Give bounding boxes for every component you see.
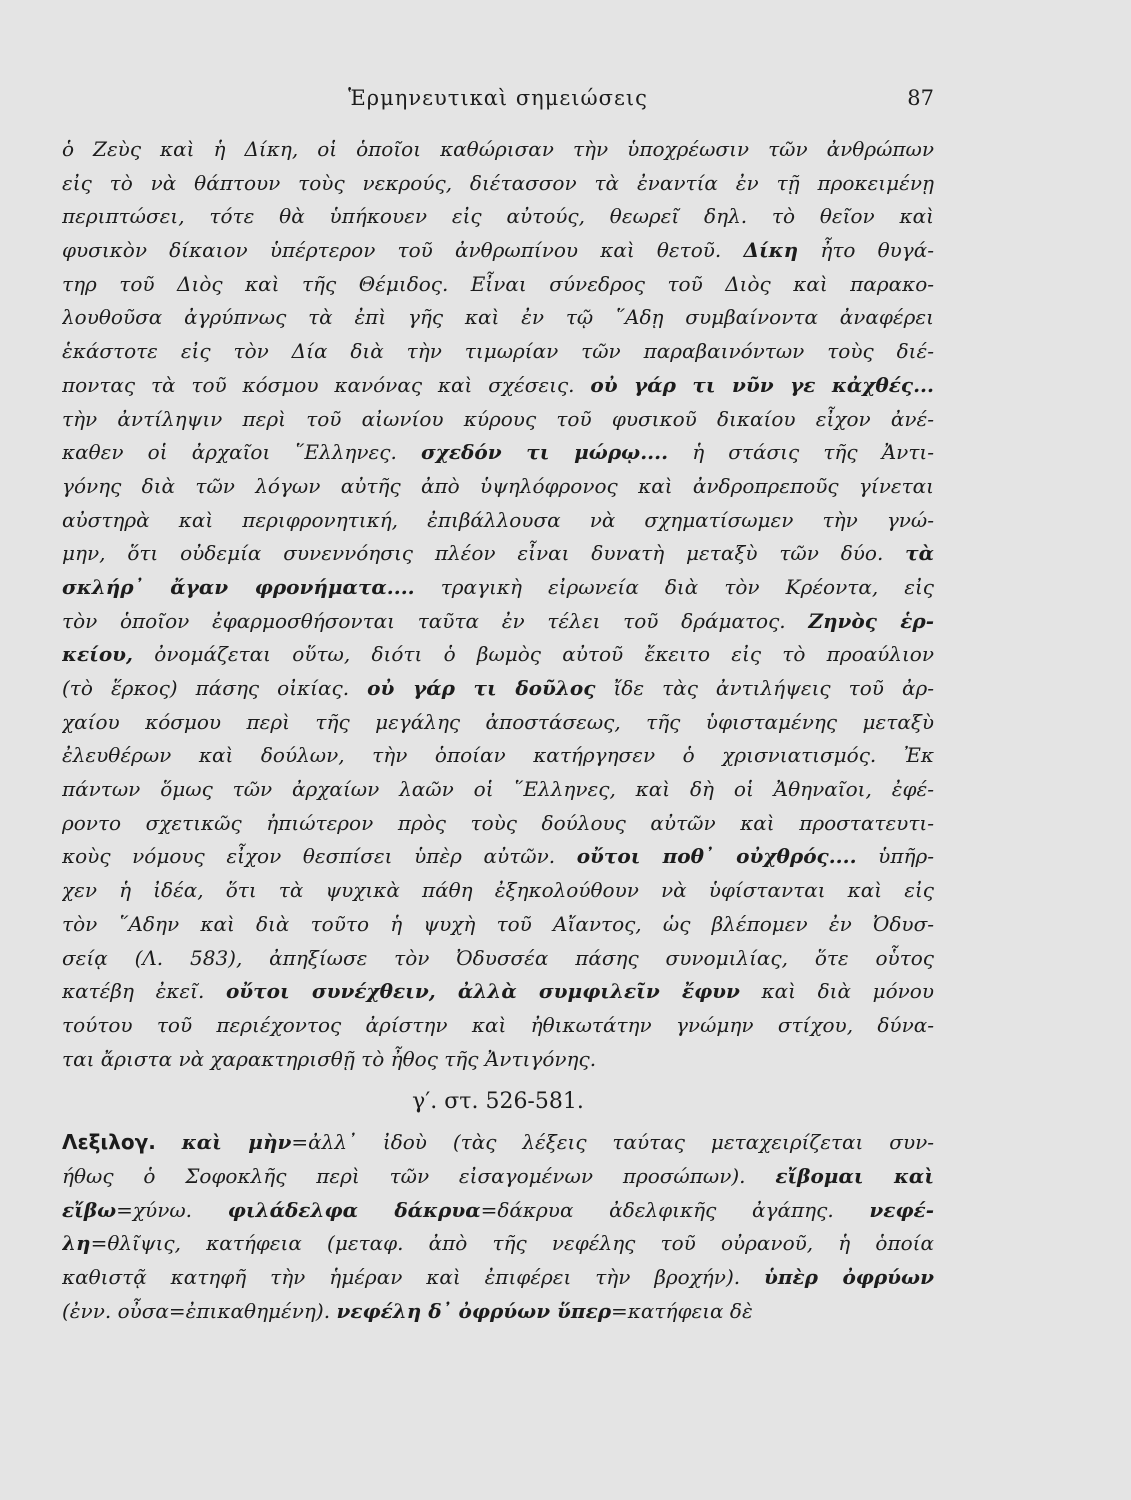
bold-term: οὐ γάρ τι νῦν γε κἀχθές... (590, 372, 934, 397)
bold-term: Λεξιλογ. (62, 1130, 156, 1155)
text-segment: κατέβη ἐκεῖ. (62, 979, 226, 1004)
text-line (62, 436, 934, 470)
text-segment: φυσικὸν δίκαιον ὑπέρτερον τοῦ ἀνθρωπίνου καὶ θετοῦ. (62, 238, 744, 263)
text-line (62, 908, 934, 942)
bold-term: σχεδόν τι μώρῳ.... (420, 440, 669, 465)
bold-term: ὑπὲρ ὀφρύων (763, 1265, 934, 1289)
commentary-paragraph (62, 133, 934, 1076)
text-segment: ὀνομάζεται οὕτω, διότι ὁ βωμὸς αὐτοῦ ἔκειτο εἰς τὸ προαύλιον (133, 642, 934, 667)
bold-term: Ζηνὸς ἑρ- (808, 608, 934, 633)
bold-term: οὔτοι συνέχθειν, ἀλλὰ συμφιλεῖν ἔφυν (225, 979, 740, 1004)
text-line (62, 739, 934, 773)
bold-term: σκλήρ᾽ ἄγαν φρονήματα.... (62, 574, 415, 599)
text-line (62, 1160, 934, 1194)
text-segment: ὁ Ζεὺς καὶ ἡ Δίκη, οἱ ὁποῖοι καθώρισαν τὴν ὑποχρέωσιν τῶν ἀνθρώπων (62, 137, 934, 161)
running-title: Ἑρμηνευτικαὶ σημειώσεις (348, 86, 648, 110)
text-line (62, 975, 934, 1009)
bold-term: οὐ γάρ τι δοῦλος (367, 676, 596, 700)
text-segment (156, 1130, 182, 1154)
text-line (62, 1295, 934, 1329)
text-segment: ἐλευθέρων καὶ δούλων, τὴν ὁποίαν κατήργησεν ὁ χρισνιατισμός. Ἐκ (62, 743, 934, 768)
text-segment: ἑκάστοτε εἰς τὸν Δία διὰ τὴν τιμωρίαν τῶν παραβαινόντων τοὺς διέ- (62, 339, 934, 364)
text-segment: εἰς τὸ νὰ θάπτουν τοὺς νεκρούς, διέτασσον τὰ ἐναντία ἐν τῇ προκειμένῃ (62, 170, 934, 195)
text-segment: πάντων ὅμως τῶν ἀρχαίων λαῶν οἱ ῞Ελληνες, καὶ δὴ οἱ Ἀθηναῖοι, ἐφέ- (62, 777, 934, 802)
bold-term: οὔτοι ποθ᾽ οὐχθρός.... (576, 844, 857, 869)
text-line (62, 571, 934, 605)
text-line (62, 369, 934, 403)
text-line (62, 335, 934, 369)
text-segment: =κατήφεια δὲ (611, 1298, 753, 1323)
text-line (62, 672, 934, 706)
text-segment: τηρ τοῦ Διὸς καὶ τῆς Θέμιδος. Εἶναι σύνεδρος τοῦ Διὸς καὶ παρακο- (62, 271, 934, 296)
text-segment: ποντας τὰ τοῦ κόσμου κανόνας καὶ σχέσεις. (62, 372, 591, 397)
bold-term: καὶ μὴν (181, 1130, 292, 1155)
text-line (62, 605, 934, 639)
text-segment: =ἀλλ᾽ ἰδοὺ (τὰς λέξεις ταύτας μεταχειρίζεται συν- (291, 1130, 934, 1155)
text-line (62, 200, 934, 234)
bold-term: φιλάδελφα δάκρυα (227, 1197, 481, 1222)
bold-term: εἴβω (62, 1197, 117, 1222)
text-line (62, 301, 934, 335)
text-line (62, 638, 934, 672)
text-line (62, 874, 934, 908)
text-line (62, 234, 934, 268)
page-body (62, 133, 934, 1328)
text-segment: τὴν ἀντίληψιν περὶ τοῦ αἰωνίου κύρους τοῦ φυσικοῦ δικαίου εἶχον ἀνέ- (62, 406, 934, 431)
bold-term: νεφέ- (869, 1197, 934, 1222)
bold-term: εἴβομαι καὶ (775, 1163, 934, 1188)
text-segment: =χύνω. (116, 1197, 228, 1222)
text-segment: τραγικὴ εἰρωνεία διὰ τὸν Κρέοντα, εἰς (414, 574, 934, 599)
bold-term: νεφέλη δ᾽ ὀφρύων ὕπερ (336, 1298, 612, 1323)
text-segment: χεν ἡ ἰδέα, ὅτι τὰ ψυχικὰ πάθη ἐξηκολούθουν νὰ ὑφίστανται καὶ εἰς (62, 878, 934, 903)
page-number: 87 (907, 86, 934, 110)
text-segment: καθεν οἱ ἀρχαῖοι ῞Ελληνες. (62, 440, 421, 465)
text-segment: τούτου τοῦ περιέχοντος ἀρίστην καὶ ἠθικωτάτην γνώμην στίχου, δύνα- (62, 1012, 934, 1037)
text-line (62, 133, 934, 167)
text-segment: ται ἄριστα νὰ χαρακτηρισθῇ τὸ ἦθος τῆς Ἀντιγόνης. (62, 1046, 597, 1071)
text-line (62, 1261, 934, 1295)
text-segment: ἦτο θυγά- (798, 238, 934, 263)
text-segment: κοὺς νόμους εἶχον θεσπίσει ὑπὲρ αὐτῶν. (62, 844, 577, 869)
text-line (62, 942, 934, 976)
text-line (62, 470, 934, 504)
text-line (62, 537, 934, 571)
text-line (62, 1126, 934, 1160)
section-heading: γ′. στ. 526-581. (412, 1089, 584, 1115)
text-line (62, 1009, 934, 1043)
text-segment: ἡ στάσις τῆς Ἀντι- (668, 440, 934, 465)
text-segment: καθιστᾷ κατηφῆ τὴν ἡμέραν καὶ ἐπιφέρει τὴν βροχήν). (62, 1265, 764, 1289)
bold-term: τὰ (905, 541, 934, 566)
text-segment: ὑπῆρ- (856, 844, 934, 869)
text-segment: =θλῖψις, κατήφεια (μεταφ. ἀπὸ τῆς νεφέλης τοῦ οὐρανοῦ, ἡ ὁποία (90, 1231, 934, 1256)
text-segment: ήθως ὁ Σοφοκλῆς περὶ τῶν εἰσαγομένων προσώπων). (62, 1163, 776, 1188)
text-line (62, 773, 934, 807)
text-segment: μην, ὅτι οὐδεμία συνεννόησις πλέον εἶναι δυνατὴ μεταξὺ τῶν δύο. (62, 541, 906, 566)
text-segment: (ἐνν. οὖσα=ἐπικαθημένη). (62, 1298, 337, 1323)
text-segment: γόνης διὰ τῶν λόγων αὐτῆς ἀπὸ ὑψηλόφρονος καὶ ἀνδροπρεποῦς γίνεται (62, 473, 934, 498)
text-line (62, 1043, 934, 1077)
text-segment: τὸν ῞Αδην καὶ διὰ τοῦτο ἡ ψυχὴ τοῦ Αἴαντος, ὡς βλέπομεν ἐν Ὀδυσ- (62, 911, 934, 936)
text-segment: (τὸ ἕρκος) πάσης οἰκίας. (62, 676, 368, 700)
text-line (62, 1227, 934, 1261)
bold-term: λη (62, 1231, 91, 1256)
text-segment: τὸν ὁποῖον ἐφαρμοσθήσονται ταῦτα ἐν τέλει τοῦ δράματος. (62, 608, 809, 633)
page-header (62, 86, 934, 120)
text-line (62, 1194, 934, 1228)
text-line (62, 706, 934, 740)
text-line (62, 268, 934, 302)
text-line (62, 403, 934, 437)
text-line (62, 807, 934, 841)
text-segment: καὶ διὰ μόνου (739, 979, 934, 1004)
text-line (62, 840, 934, 874)
text-segment: περιπτώσει, τότε θὰ ὑπήκουεν εἰς αὐτούς, θεωρεῖ δηλ. τὸ θεῖον καὶ (62, 204, 934, 229)
text-segment: =δάκρυα ἀδελφικῆς ἀγάπης. (480, 1197, 870, 1222)
text-segment: ἴδε τὰς ἀντιλήψεις τοῦ ἀρ- (595, 676, 934, 700)
text-segment: λουθοῦσα ἀγρύπνως τὰ ἐπὶ γῆς καὶ ἐν τῷ ῞Αδῃ συμβαίνοντα ἀναφέρει (62, 305, 934, 330)
text-line (62, 504, 934, 538)
text-segment: αὐστηρὰ καὶ περιφρονητική, ἐπιβάλλουσα νὰ σχηματίσωμεν τὴν γνώ- (62, 507, 934, 532)
bold-term: κείου, (62, 642, 134, 667)
text-segment: ροντο σχετικῶς ἠπιώτερον πρὸς τοὺς δούλους αὐτῶν καὶ προστατευτι- (62, 810, 934, 835)
bold-term: Δίκη (743, 238, 799, 263)
text-segment: χαίου κόσμου περὶ τῆς μεγάλης ἀποστάσεως, τῆς ὑφισταμένης μεταξὺ (62, 709, 934, 734)
text-line (62, 167, 934, 201)
text-segment: σείᾳ (Λ. 583), ἀπηξίωσε τὸν Ὀδυσσέα πάσης συνομιλίας, ὅτε οὗτος (62, 945, 934, 970)
vocabulary-paragraph (62, 1126, 934, 1328)
